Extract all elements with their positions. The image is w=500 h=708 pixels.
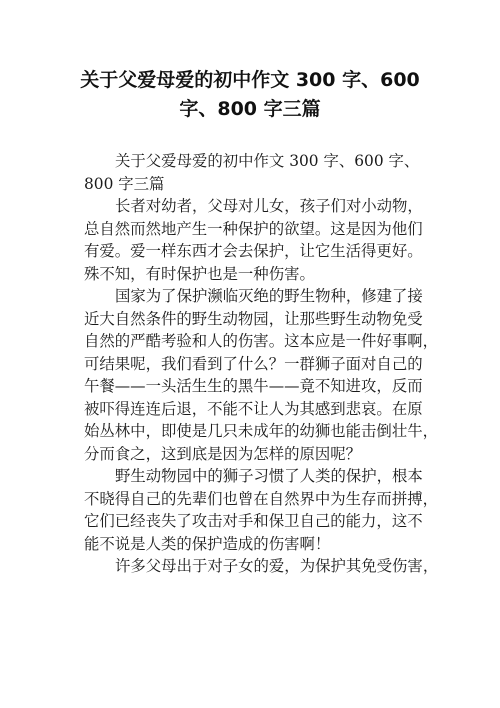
paragraph [84, 150, 420, 195]
document-title [40, 66, 460, 124]
paragraph [84, 555, 439, 578]
title-line: 字、800 字三篇 [179, 98, 321, 120]
text-line: 总自然而然地产生一种保护的欲望。这是因为他们 [84, 219, 423, 238]
text-line: 长者对幼者，父母对儿女，孩子们对小动物， [115, 197, 423, 215]
paragraph [84, 285, 438, 465]
text-line: 始丛林中，即使是几只未成年的幼狮也能击倒壮牛， [84, 422, 438, 440]
text-line: 国家为了保护濒临灭绝的野生物种，修建了接 [115, 287, 423, 305]
text-line: 关于父爱母爱的初中作文 300 字、600 字、 [115, 152, 420, 170]
text-line: 午餐——一头活生生的黑牛——竟不知进攻，反而 [84, 377, 423, 395]
document-body [84, 150, 439, 578]
text-line: 被吓得连连后退，不能不让人为其感到悲哀。在原 [84, 399, 423, 418]
text-line: 能不说是人类的保护造成的伤害啊！ [84, 534, 331, 553]
text-line: 自然的严酷考验和人的伤害。这本应是一件好事啊， [84, 332, 438, 350]
paragraph [84, 465, 438, 555]
text-line: 近大自然条件的野生动物园，让那些野生动物免受 [84, 309, 423, 328]
text-line: 可结果呢，我们看到了什么？一群狮子面对自己的 [84, 354, 423, 373]
text-line: 不晓得自己的先辈们也曾在自然界中为生存而拼搏， [84, 489, 438, 508]
text-line: 分而食之，这到底是因为怎样的原因呢？ [84, 444, 362, 463]
text-line: 800 字三篇 [84, 174, 165, 193]
text-line: 许多父母出于对子女的爱，为保护其免受伤害， [115, 557, 439, 575]
paragraph [84, 195, 423, 285]
text-line: 它们已经丧失了攻击对手和保卫自己的能力，这不 [84, 512, 423, 530]
text-line: 殊不知，有时保护也是一种伤害。 [84, 264, 315, 283]
text-line: 有爱。爱一样东西才会去保护，让它生活得更好。 [84, 242, 423, 260]
text-line: 野生动物园中的狮子习惯了人类的保护，根本 [115, 467, 423, 485]
title-line: 关于父爱母爱的初中作文 300 字、600 [80, 69, 420, 91]
